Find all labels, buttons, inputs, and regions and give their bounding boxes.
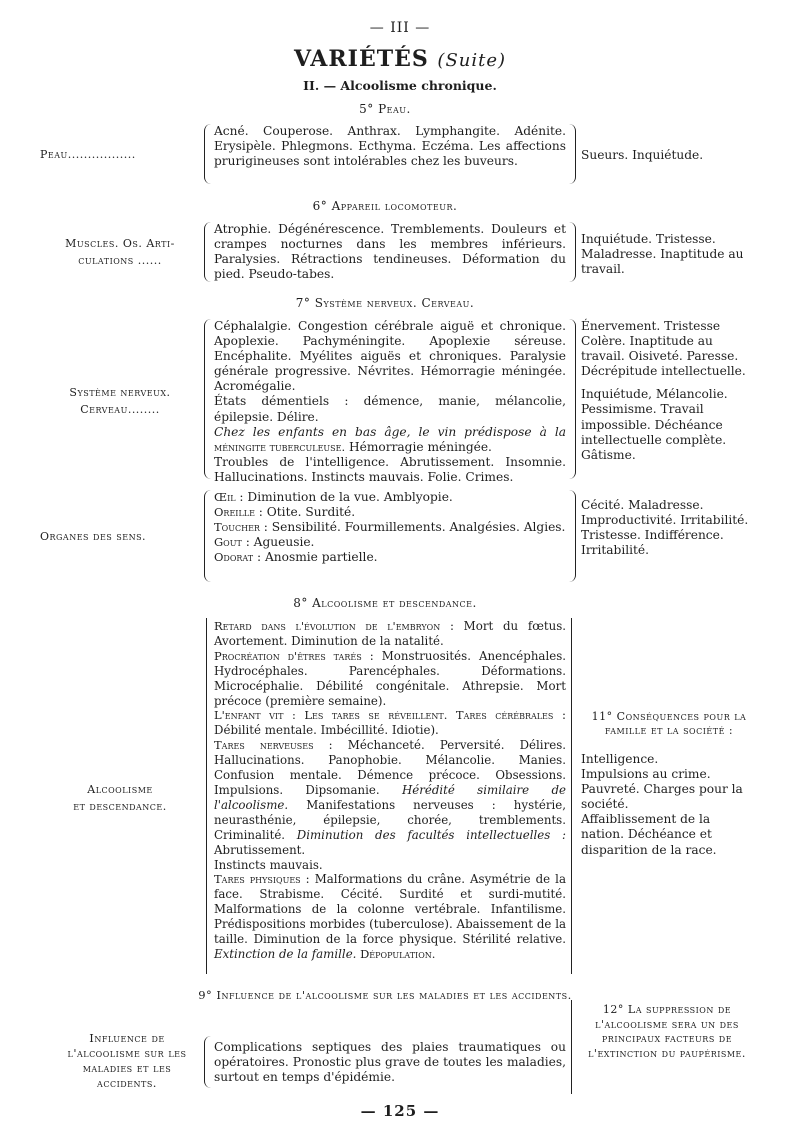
left-label-descendance — [40, 781, 200, 815]
peau-right: Sueurs. Inquiétude. — [581, 148, 704, 162]
sens-text: : Sensibilité. Fourmillements. Analgésies. Algies. — [259, 520, 566, 535]
nerveux-line: Troubles de l'intelligence. Abrutissement. Insomnie. Hallucinations. Instincts mauvais. Folie. Crimes. — [214, 454, 566, 484]
descendance-label: Tares nerveuses — [214, 738, 314, 753]
left-label-peau: Peau................. — [40, 148, 136, 161]
title-suite: (Suite) — [437, 50, 507, 71]
descendance-text: : Malformations du crâne. Asymétrie de la face. Strabisme. Cécité. Surdité et surdi-mutité. Malformations de la colonne vertébrale. Infantilisme. Prédispositions morbides (tuberculose). Abaissement de la taille. Diminution de la force physique. Stérilité relative. — [214, 872, 566, 947]
nerveux-right: Énervement. Tristesse Colère. Inaptitude au travail. Oisiveté. Paresse. Décrépitude intellectuelle. — [581, 319, 746, 379]
nerveux-italic: Chez les enfants en bas âge, le vin prédispose à la — [214, 424, 566, 439]
page-subtitle: II. — Alcoolisme chronique. — [303, 78, 497, 93]
consequences-item: Pauvreté. Charges pour la société. — [581, 782, 743, 812]
right-text-descendance — [581, 710, 757, 858]
consequences-heading: 11° Conséquences pour la famille et la société : — [591, 710, 747, 737]
descendance-italic: Diminution des facultés intellectuelles : — [296, 827, 566, 842]
influence-text: Complications septiques des plaies traumatiques ou opératoires. Pronostic plus grave de toutes les maladies, surtout en temps d'épidémie. — [214, 1040, 566, 1085]
sens-line — [214, 490, 566, 505]
brace-left — [204, 319, 214, 479]
brace-right — [566, 124, 576, 184]
nerveux-rest: Hémorragie méningée. — [345, 439, 492, 454]
page-title — [0, 46, 800, 72]
descendance-label: Procréation d'êtres tarés — [214, 648, 362, 663]
descendance-italic: Extinction de la famille. — [214, 946, 357, 961]
nerveux-line — [214, 425, 566, 455]
locomoteur-right: Inquiétude. Tristesse. Maladresse. Inaptitude au travail. — [581, 232, 744, 277]
sens-text: : Otite. Surdité. — [254, 505, 356, 520]
sens-label: Gout — [214, 535, 242, 550]
bracket-line-right — [571, 1000, 572, 1094]
influence-right: 12° La suppression de l'alcoolisme sera un des principaux facteurs de l'extinction du paupérisme. — [588, 1003, 746, 1060]
sens-line — [214, 520, 566, 535]
descendance-text: Manifestations nerveuses : hystérie, neurasthénie, épilepsie, chorée, tremblements. Criminalité. — [214, 797, 566, 842]
peau-text: Acné. Couperose. Anthrax. Lymphangite. Adénite. Erysipèle. Phlegmons. Ecthyma. Eczéma. Les affections prurigineuses sont intolérables chez les buveurs. — [214, 124, 566, 169]
left-label-line: culations ...... — [78, 254, 162, 267]
left-label-locomoteur — [40, 235, 200, 269]
descendance-smallcaps: Dépopulation. — [356, 946, 436, 961]
middle-text-nerveux — [214, 319, 566, 485]
section-heading-influence: 9° Influence de l'alcoolisme sur les maladies et les accidents. — [198, 988, 572, 1002]
descendance-line — [214, 619, 566, 649]
middle-text-peau — [214, 124, 566, 169]
descendance-line — [214, 738, 566, 857]
left-label-influence: Influence de l'alcoolisme sur les maladies et les accidents. — [67, 1031, 187, 1090]
page-number: — 125 — — [360, 1102, 440, 1120]
sens-label: Toucher — [214, 520, 260, 535]
consequences-item: Intelligence. — [581, 752, 659, 766]
consequences-item: Impulsions au crime. — [581, 767, 711, 782]
left-label-nerveux — [40, 384, 200, 418]
sens-text: : Agueusie. — [241, 535, 315, 550]
descendance-label: Tares physiques — [214, 872, 301, 887]
middle-text-descendance — [214, 619, 566, 962]
brace-right — [566, 490, 576, 582]
brace-left — [204, 490, 214, 582]
descendance-line: Instincts mauvais. — [214, 857, 323, 872]
sens-label: Odorat — [214, 550, 254, 565]
descendance-text: : Monstruosités. Anencéphales. Hydrocéphales. Parencéphales. Déformations. Microcéphalie. Débilité congénitale. Athrepsie. Mort précoce (première semaine). — [214, 648, 567, 708]
sens-line — [214, 550, 566, 565]
nerveux-smallcaps: méningite tuberculeuse. — [214, 439, 346, 454]
nerveux-line: États démentiels : démence, manie, mélancolie, épilepsie. Délire. — [214, 394, 566, 424]
left-label-line: Système nerveux. — [69, 386, 171, 399]
page-roman-numeral: — III — — [369, 20, 431, 36]
sens-label: Œil — [214, 490, 236, 504]
descendance-line — [214, 708, 566, 738]
descendance-text: Abrutissement. — [214, 842, 306, 857]
title-text: VARIÉTÉS — [293, 46, 429, 72]
descendance-text: : Méchanceté. Perversité. Délires. Hallucinations. Panophobie. Mélancolie. Manies. Confusion mentale. Démence précoce. Obsessions. Impulsions. Dipsomanie. — [214, 738, 567, 797]
left-label-line: Alcoolisme — [87, 783, 153, 796]
middle-text-sens — [214, 490, 566, 565]
sens-text: : Diminution de la vue. Amblyopie. — [235, 490, 453, 504]
descendance-text: : Mort du fœtus. Avortement. Diminution de la natalité. — [214, 619, 567, 648]
right-text-sens — [581, 498, 757, 558]
descendance-line — [214, 872, 566, 961]
section-heading-locomoteur: 6° Appareil locomoteur. — [312, 199, 458, 213]
sens-label: Oreille — [214, 505, 255, 520]
left-label-line: Muscles. Os. Arti- — [65, 237, 175, 250]
locomoteur-text: Atrophie. Dégénérescence. Tremblements. Douleurs et crampes nocturnes dans les membres inférieurs. Paralysies. Rétractions tendineuses. Déformation du pied. Pseudo-tabes. — [214, 222, 566, 282]
brace-left — [204, 1036, 214, 1088]
sens-line — [214, 505, 566, 520]
brace-right — [566, 222, 576, 282]
nerveux-right: Inquiétude, Mélancolie. Pessimisme. Travail impossible. Déchéance intellectuelle complète. Gâtisme. — [581, 387, 728, 462]
consequences-item: Affaiblissement de la nation. Déchéance et disparition de la race. — [581, 812, 717, 857]
brace-right — [566, 319, 576, 479]
sens-right: Cécité. Maladresse. Improductivité. Irritabilité. Tristesse. Indifférence. Irritabilité. — [581, 498, 749, 558]
descendance-label: Retard dans l'évolution de l'embryon — [214, 619, 441, 633]
bracket-line-right — [571, 618, 572, 974]
descendance-italic: Hérédité similaire de l'alcoolisme. — [214, 782, 566, 812]
middle-text-locomoteur — [214, 222, 566, 282]
section-heading-descendance: 8° Alcoolisme et descendance. — [293, 596, 477, 610]
right-text-influence — [578, 1003, 756, 1061]
sens-line — [214, 535, 566, 550]
sens-text: : Anosmie partielle. — [253, 550, 378, 565]
brace-left — [204, 124, 214, 184]
right-text-nerveux — [581, 319, 757, 463]
section-heading-nerveux: 7° Système nerveux. Cerveau. — [295, 296, 475, 310]
descendance-line — [214, 649, 566, 709]
descendance-label: L'enfant vit : Les tares se réveillent. Tares cérébrales — [214, 708, 554, 723]
right-text-locomoteur — [581, 232, 757, 277]
bracket-line-left — [206, 618, 207, 974]
left-label-line: Cerveau........ — [80, 403, 160, 416]
right-text-peau — [581, 148, 757, 163]
brace-left — [204, 222, 214, 282]
left-label-sens: Organes des sens. — [40, 530, 147, 543]
left-label-line: et descendance. — [73, 800, 167, 813]
section-heading-peau: 5° Peau. — [359, 102, 411, 116]
middle-text-influence — [214, 1040, 566, 1085]
descendance-text: : Débilité mentale. Imbécillité. Idiotie). — [214, 708, 566, 738]
nerveux-line: Céphalalgie. Congestion cérébrale aiguë et chronique. Apoplexie. Pachyméningite. Apoplexie séreuse. Encéphalite. Myélites aiguës et chroniques. Paralysie générale progressive. Névrites. Hémorragie méningée. Acromégalie. — [214, 319, 566, 394]
